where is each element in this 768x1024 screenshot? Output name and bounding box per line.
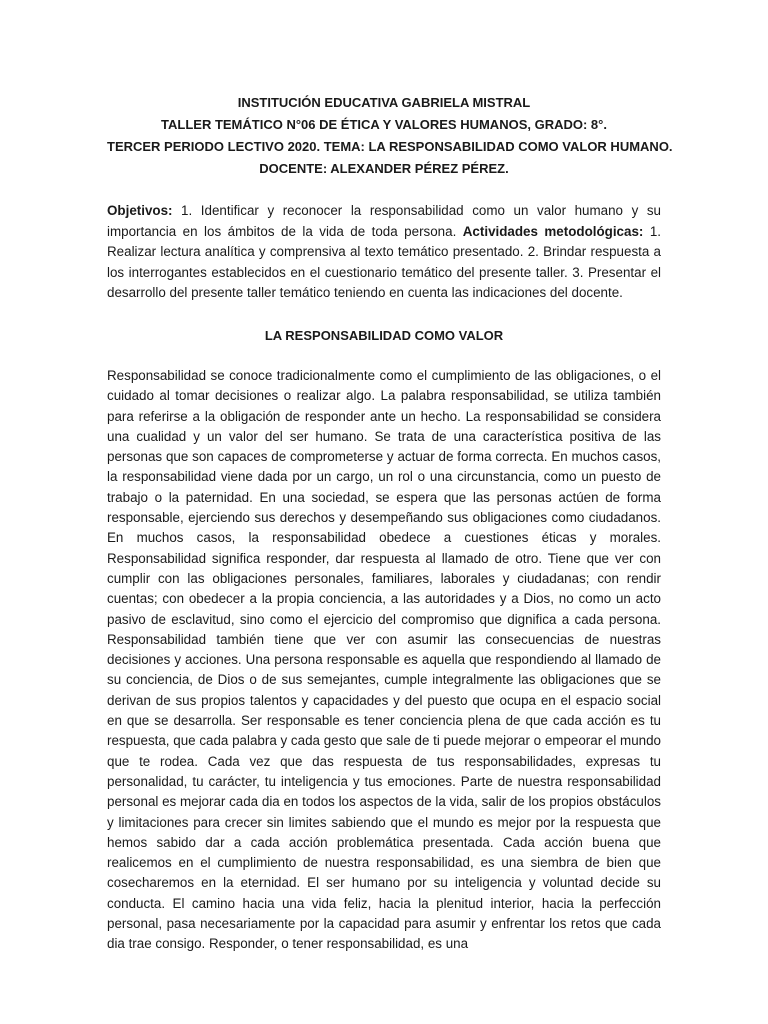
document-page [107,92,673,955]
section-title: LA RESPONSABILIDAD COMO VALOR [264,327,504,343]
period-topic: TERCER PERIODO LECTIVO 2020. TEMA: LA RESPONSABILIDAD COMO VALOR HUMANO. [107,139,673,154]
objectives-paragraph [107,201,661,304]
objectives-text: 1. Identificar y reconocer la responsabilidad como un valor humano y su importancia en los ámbitos de la vida de toda persona. [107,203,661,239]
objectives-label: Objetivos: [107,203,173,218]
institution-name: INSTITUCIÓN EDUCATIVA GABRIELA MISTRAL [237,95,531,110]
activities-text: 1. Realizar lectura analítica y comprensiva al texto temático presentado. 2. Brindar respuesta a los interrogantes establecidos en el cuestionario temático del presente taller. 3. Presentar el desarrollo del presente taller temático teniendo en cuenta las indicaciones del docente. [107,223,661,301]
activities-label: Actividades metodológicas: [462,223,644,239]
workshop-title: TALLER TEMÁTICO N°06 DE ÉTICA Y VALORES HUMANOS, GRADO: 8°. [161,117,607,132]
document-header [107,92,673,180]
body-paragraph: Responsabilidad se conoce tradicionalmente como el cumplimiento de las obligaciones, o el cuidado al tomar decisiones o realizar algo. La palabra responsabilidad, se utiliza también para referirse a la obligación de responder ante un hecho. La responsabilidad se considera una cualidad y un valor del ser humano. Se trata de una característica positiva de las personas que son capaces de comprometerse y actuar de forma correcta. En muchos casos, la responsabilidad viene dada por un cargo, un rol o una circunstancia, como un puesto de trabajo o la paternidad. En una sociedad, se espera que las personas actúen de forma responsable, ejerciendo sus derechos y desempeñando sus obligaciones como ciudadanos. En muchos casos, la responsabilidad obedece a cuestiones éticas y morales. Responsabilidad significa responder, dar respuesta al llamado de otro. Tiene que ver con cumplir con las obligaciones personales, familiares, laborales y ciudadanas; con rendir cuentas; con obedecer a la propia conciencia, a las autoridades y a Dios, no como un acto pasivo de esclavitud, sino como el ejercicio del compromiso que dignifica a cada persona. Responsabilidad también tiene que ver con asumir las consecuencias de nuestras decisiones y acciones. Una persona responsable es aquella que respondiendo al llamado de su conciencia, de Dios o de sus semejantes, cumple integralmente las obligaciones que se derivan de sus propios talentos y capacidades y del puesto que ocupa en el espacio social en que se desarrolla. Ser responsable es tener conciencia plena de que cada acción es tu respuesta, que cada palabra y cada gesto que sale de ti puede mejorar o empeorar el mundo que te rodea. Cada vez que das respuesta de tus responsabilidades, expresas tu personalidad, tu carácter, tu inteligencia y tus emociones. Parte de nuestra responsabilidad personal es mejorar cada dia en todos los aspectos de la vida, salir de los propios obstáculos y limitaciones para crecer sin limites sabiendo que el mundo es mejor por la respuesta que hemos sabido dar a cada acción problemática presentada. Cada acción buena que realicemos en el cumplimiento de nuestra responsabilidad, es una siembra de bien que cosecharemos en la eternidad. El ser humano por su inteligencia y voluntad decide su conducta. El camino hacia una vida feliz, hacia la plenitud interior, hacia la perfección personal, pasa necesariamente por la capacidad para asumir y enfrentar los retos que cada dia trae consigo. Responder, o tener responsabilidad, es una [107,367,661,952]
teacher-name: DOCENTE: ALEXANDER PÉREZ PÉREZ. [259,161,509,176]
